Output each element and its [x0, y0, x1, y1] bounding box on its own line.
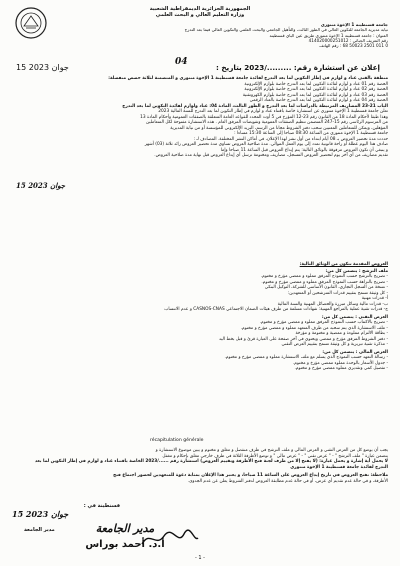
university-logo-icon — [14, 6, 48, 40]
file2-title: العرض التقني : يتضمن كل من: — [321, 314, 388, 320]
closing-section — [12, 448, 388, 484]
file2-item: - مذكرة تقنية تبريرية و كل وثيقة تسمح بتقييم العرض التقني — [281, 342, 388, 347]
footer-signer-title: مدير الجامعة — [24, 527, 55, 533]
closing-note: الأظرفة، و في حالة عدم تقديم أي عرض، أو في حالة عدم مطابقة العروض لدفتر الشروط يعلن عن عدم الجدوى. — [187, 478, 388, 484]
file2-item: - ملف الاستشارة الذي يتم سحبه من طرف المتعهد مملوء و ممضي مؤرخ و مختوم. — [240, 325, 388, 331]
footer-place-date: قسنطينة في : — [83, 503, 120, 509]
closing-line: يتضمن عبارة " ملف الترشح " - " عرض تقني " - " عرض مالي " و توضع الأظرفة الثلاثة في ظرف خارجي مغلق بإحكام و مغفل — [162, 453, 388, 459]
notice-line-9: المؤهلين، ويمكن للمتعاملين المعنيين سحب دفتر الشروط مجانا من الرسم، البريد الإلكتروني للمؤسسة أو من نيابة المديرية — [170, 125, 388, 131]
notice-number-text: إعلان عن استشارة رقم: ........./2023 بتاريخ : — [215, 63, 380, 72]
file3-item: - جدول الأسعار بالوحدة مملوء ممضي مؤرخ و مختوم. — [292, 360, 388, 366]
file1-item: أ- قدرات مهنية — [361, 296, 388, 301]
notice-number-hand: 04 — [175, 57, 188, 67]
header-line-6: رقم التعريف الجبائي : 414020000251012 — [308, 37, 388, 43]
header-line-3: جامعة قسنطينة 1 الإخوة منتوري — [320, 22, 388, 27]
file1-item: - نسخة من السجل التجاري، القانون الأساسي للشركة، التوكيل البنكي — [264, 285, 388, 290]
notice-line-2: الحصة رقم 02 عتاد و لوازم لفائدة التكوين لما بعد التدرج خاصة بلوازم الإلكترونية — [244, 87, 388, 92]
file2-item: - دفتر الشروط المرفق مؤرخ و ممضي ويحتوي في آخر صفحة على العبارة قرئ و قبل بخط اليد — [218, 336, 388, 342]
file2-item: - تصريح بالاكتتاب حسب النموذج المرفق مملوء و ممضي مؤرخ و مختوم. — [259, 320, 388, 325]
file1-item: - كل وثيقة تسمح بتقييم قدرات المترشحين أو المتعهدين: — [287, 290, 388, 296]
notice-line-11: حددت مدة تحضير العروض بـ 08 أيام ابتداء من أول نشر لهذا الإعلان، في أماكن النشر المختلفة. المصادف لـ : — [193, 136, 388, 142]
file1-item: ج- قدرات تقنية عملية بالمراجع المهنية: شهادات مسلمة من طرف هيئات الضمان الاجتماعي CASNOS-CNAS و عدم الانتساب — [164, 307, 388, 312]
notice-line-1: الحصة رقم 01 عتاد و لوازم لفائدة التكوين لما بعد التدرج خاصة بلوازم الإلكترونية — [244, 81, 388, 87]
republic-header — [120, 6, 280, 18]
header-line-1: الجمهورية الجزائرية الديمقراطية الشعبية — [149, 6, 251, 12]
header-phone: 0 011 2501 50023 68 : رقم الهاتف — [319, 43, 388, 49]
closing-note: ملاحظة: تفتح العروض في تاريخ إيداع العروض على الساعة 11 صباحا، و يعتبر هذا الإعلان بمثابة دعوة للمتعهدين لحضور اجتماع فتح — [113, 473, 388, 478]
documents-section — [12, 262, 388, 372]
header-line-4: نيابة مديرية الجامعة للتكوين العالي في الطور الثالث، والتأهيل الجامعي والبحث العلمي والتكوين العالي فيما بعد التدرج — [184, 27, 388, 33]
file3-title: العرض المالي : يتضمن كل من: — [322, 349, 388, 355]
signature-icon — [140, 528, 200, 550]
notice-line-6: تعلن جامعة قسنطينة 1 الإخوة منتوري عن استشارة خاصة باقتناء عتاد و لوازم في إطار التكوين لما بعد التدرج للسنة المالية 2023 — [158, 109, 388, 114]
notice-line-4: الحصة رقم 04 عتاد و لوازم لفائدة التكوين لما بعد التدرج خاصة بالعتاد الرقمي — [249, 98, 388, 103]
file1-item: - تصريح بالترشح حسب النموذج المرفق مملوء و ممضي مؤرخ و مختوم. — [260, 274, 388, 279]
notice-line-8: من المرسوم الرئاسي رقم 15-247 المتضمن تنظيم الصفقات العمومية وتفويضات المرفق العام . هذه الاستشارة مفتوحة لكل المتعاملين — [146, 120, 388, 125]
header-line-5: العنوان : جامعة قسنطينة 1 الإخوة منتوري طريق عين الباي قسنطينة — [269, 32, 388, 38]
notice-line-5: الباب 21-23 المصاريف المرتبطة بالدراسات لما بعد التدرج و الطور الثالث، المادة 04: عتاد ولوازم لفائدة التكوين لما بعد التدرج — [122, 103, 388, 109]
closing-line: التدرج لفائدة جامعة قسنطينة 1 الإخوة منتوري — [290, 464, 388, 470]
footer-date-hand: 15 جوان 2023 — [12, 509, 69, 519]
notice-line-0: منطقة بالقنى عتاد و لوازم في إطار التكوين لما بعد التدرج لفائدة جامعة قسنطينة 1 الإخوة منتوري و المتضمنة لثلاثة حصص منفصلة: — [108, 76, 388, 81]
file1-item: ب- قدرات مالية وسائل مبررة والحصائل المهنية والسنة المالية — [277, 301, 388, 307]
notice-body — [12, 76, 388, 159]
notice-line-12: صادف هذا اليوم عطلة أو راحة قانونية تمدد إلى يوم العمل الموالي. مدة صلاحية العروض تساوي مدة تحضير العروض زائد ثلاثة (03) أشهر — [144, 142, 388, 147]
stamp-title: مدير الجامعة — [95, 522, 155, 535]
notice-date-hand: 15 جوان 2023 — [16, 63, 69, 72]
closing-line: لا يحمل أية إشارة و يحمل عبارة: (لا يفتح إلا من طرف لجنة فتح الأظرفة وتقييم العروض) استشارة رقم ....../2023 الخاصة باقتناء عتاد و لوازم في إطار التكوين لما بعد — [34, 459, 388, 464]
file3-item: - تفصيل كمي وتقديري مملوء ممضي مؤرخ و مختوم. — [294, 366, 388, 371]
recap-label: récapitulation générale — [150, 438, 204, 443]
closing-line: يجب أن يوضع كل من العرض التقني و العرض المالي و ملف الترشح في ظرف منفصل و مغلق و مختوم و يبين موضوع الاستشارة و — [155, 448, 388, 453]
file2-item: - بطاقة الالتزام مملوءة و ممضية و مختومة و مؤرخة — [295, 331, 388, 336]
file1-title: ملف الترشح : يتضمن كل من: — [325, 268, 388, 274]
notice-line-14: تقديم مصاريف من أي آخر يوم لتحضير العروض المسجل، مصاريف ومختومة ترسل أي إيداع العروض قبل نهاية مدة صلاحية العروض. — [154, 153, 388, 158]
notice-line-3: الحصة رقم 03 عتاد و لوازم لفائدة التكوين لما بعد التدرج خاصة بلوازم الكهروتقنية — [242, 92, 388, 98]
file1-item: - تصريح بالنزاهة حسب النموذج المرفق مملوء و ممضي مؤرخ و مختوم. — [261, 279, 388, 285]
page-number: - 1 - — [195, 555, 205, 561]
header-line-2: وزارة التعليم العالي و البحث العلمي — [155, 12, 245, 18]
notice-line-13: و ينبغي أن تكون العروض مرفوقة بالوثائق التالية: يتم إيداع العروض قبل الساعة 11 صباحا وإما — [220, 147, 388, 153]
notice-line-10: جامعة قسنطينة 1 الإخوة منتوري من الساعة 08:30 صباحا إلى الساعة 15:30 مساءا : — [234, 131, 388, 136]
notice-line-7: وهذا طبقا لأحكام المادة 18 من القانون رقم 23-12 المؤرخ في 5 أوت المحدد للقواعد العامة المتعلقة بالصفقات العمومية وأحكام المادة 13 — [140, 114, 388, 120]
file3-item: - رسالة التعهد حسب النموذج الذي يسلم مع ملف الاستشارة مملوء و ممضي مؤرخ و مختوم. — [224, 355, 388, 360]
issuer-block — [58, 22, 388, 48]
stamp-name: أ.د. أحمد بوراس — [85, 539, 165, 550]
documents-intro: العروض المقدمة تتكون من الوثائق التالية: — [299, 262, 388, 267]
deadline-hand: 15 جوان 2023 — [16, 181, 66, 190]
